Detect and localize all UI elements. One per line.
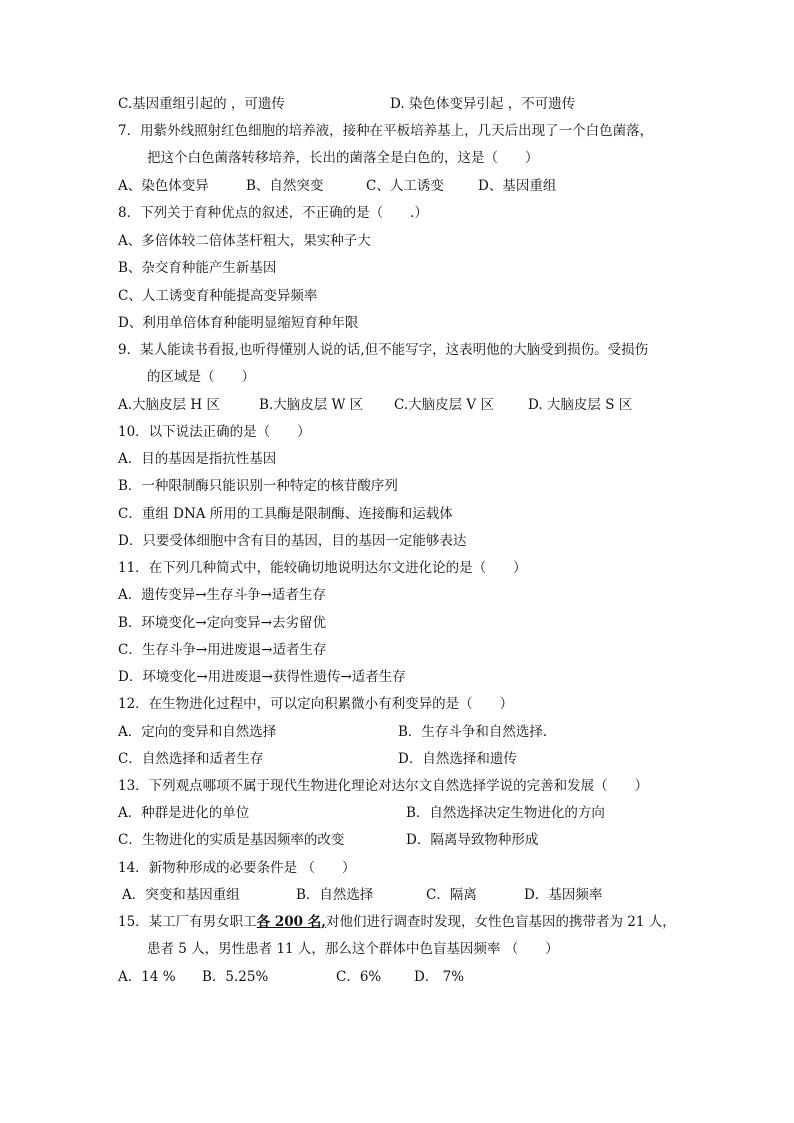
q15-option-c: C．6% xyxy=(336,969,382,985)
q11-option-d: D．环境变化→用进废退→获得性遗传→适者生存 xyxy=(118,669,406,685)
q12-stem: 12．在生物进化过程中，可以定向积累微小有利变异的是（ ） xyxy=(118,696,514,712)
q11-option-c: C．生存斗争→用进废退→适者生存 xyxy=(118,642,327,658)
q13-option-c: C．生物进化的实质是基因频率的改变 xyxy=(118,832,345,848)
q7-option-d: D、基因重组 xyxy=(478,178,557,194)
q9-stem-cont: 的区域是（ ） xyxy=(147,369,255,385)
q7-option-a: A、染色体变异 xyxy=(118,178,209,194)
q14-option-b: B．自然选择 xyxy=(296,887,374,903)
q10-option-c: C．重组 DNA 所用的工具酶是限制酶、连接酶和运载体 xyxy=(118,506,453,522)
q14-option-a: A．突变和基因重组 xyxy=(122,887,240,903)
q11-option-b: B．环境变化→定向变异→去劣留优 xyxy=(118,615,327,631)
q11-option-a: A．遗传变异→生存斗争→适者生存 xyxy=(118,587,326,603)
q7-stem: 7．用紫外线照射红色细胞的培养液，接种在平板培养基上，几天后出现了一个白色菌落， xyxy=(118,123,654,139)
q14-stem: 14．新物种形成的必要条件是 （ ） xyxy=(118,860,356,876)
q9-option-c: C.大脑皮层 V 区 xyxy=(394,397,494,413)
q12-option-c: C．自然选择和适者生存 xyxy=(118,751,264,767)
q15-stem-part2: 对他们进行调查时发现，女性色盲基因的携带者为 21 人， xyxy=(325,914,676,930)
q15-stem-part1: 15．某工厂有男女职工 xyxy=(118,914,257,930)
q7-stem-cont: 把这个白色菌落转移培养，长出的菌落全是白色的，这是（ ） xyxy=(147,150,539,166)
q8-option-d: D、利用单倍体育种能明显缩短育种年限 xyxy=(118,315,359,331)
q9-option-b: B.大脑皮层 W 区 xyxy=(259,397,364,413)
option-c: C.基因重组引起的 ，可遗传 xyxy=(118,96,285,112)
q13-option-a: A．种群是进化的单位 xyxy=(118,805,250,821)
q11-stem: 11．在下列几种简式中，能较确切地说明达尔文进化论的是（ ） xyxy=(118,560,527,576)
q8-option-c: C、人工诱变育种能提高变异频率 xyxy=(118,288,318,304)
q13-option-d: D．隔离导致物种形成 xyxy=(406,832,539,848)
q7-option-b: B、自然突变 xyxy=(246,178,324,194)
q10-option-a: A．目的基因是指抗性基因 xyxy=(118,451,277,467)
q15-stem-underlined: 各 200 名, xyxy=(256,914,326,930)
q8-option-b: B、杂交育种能产生新基因 xyxy=(118,260,277,276)
q9-stem: 9．某人能读书看报,也听得懂别人说的话,但不能写字，这表明他的大脑受到损伤。受损伤 xyxy=(118,342,649,358)
q8-stem: 8．下列关于育种优点的叙述，不正确的是（ .） xyxy=(118,205,428,221)
q9-option-a: A.大脑皮层 H 区 xyxy=(118,397,220,413)
q12-option-d: D．自然选择和遗传 xyxy=(398,751,517,767)
option-d: D. 染色体变异引起 ，不可遗传 xyxy=(390,96,576,112)
q15-stem xyxy=(118,910,676,934)
q10-option-b: B．一种限制酶只能识别一种特定的核苷酸序列 xyxy=(118,478,398,494)
q14-option-d: D．基因频率 xyxy=(524,887,603,903)
q15-stem-cont: 患者 5 人，男性患者 11 人，那么这个群体中色盲基因频率 （ ） xyxy=(147,941,559,957)
q12-option-a: A．定向的变异和自然选择 xyxy=(118,724,277,740)
q14-option-c: C．隔离 xyxy=(426,887,477,903)
q7-option-c: C、人工诱变 xyxy=(366,178,444,194)
q10-stem: 10．以下说法正确的是（ ） xyxy=(118,424,311,440)
q15-option-b: B．5.25% xyxy=(202,969,269,985)
q13-stem: 13．下列观点哪项不属于现代生物进化理论对达尔文自然选择学说的完善和发展（ ） xyxy=(118,778,649,794)
q15-option-a: A．14 % xyxy=(118,969,176,985)
q10-option-d: D．只要受体细胞中含有目的基因，目的基因一定能够表达 xyxy=(118,533,467,549)
q9-option-d: D. 大脑皮层 S 区 xyxy=(528,397,633,413)
q12-option-b: B．生存斗争和自然选择. xyxy=(398,724,548,740)
q15-option-d: D． 7% xyxy=(414,969,465,985)
q8-option-a: A、多倍体较二倍体茎杆粗大，果实种子大 xyxy=(118,233,371,249)
q13-option-b: B．自然选择决定生物进化的方向 xyxy=(406,805,605,821)
